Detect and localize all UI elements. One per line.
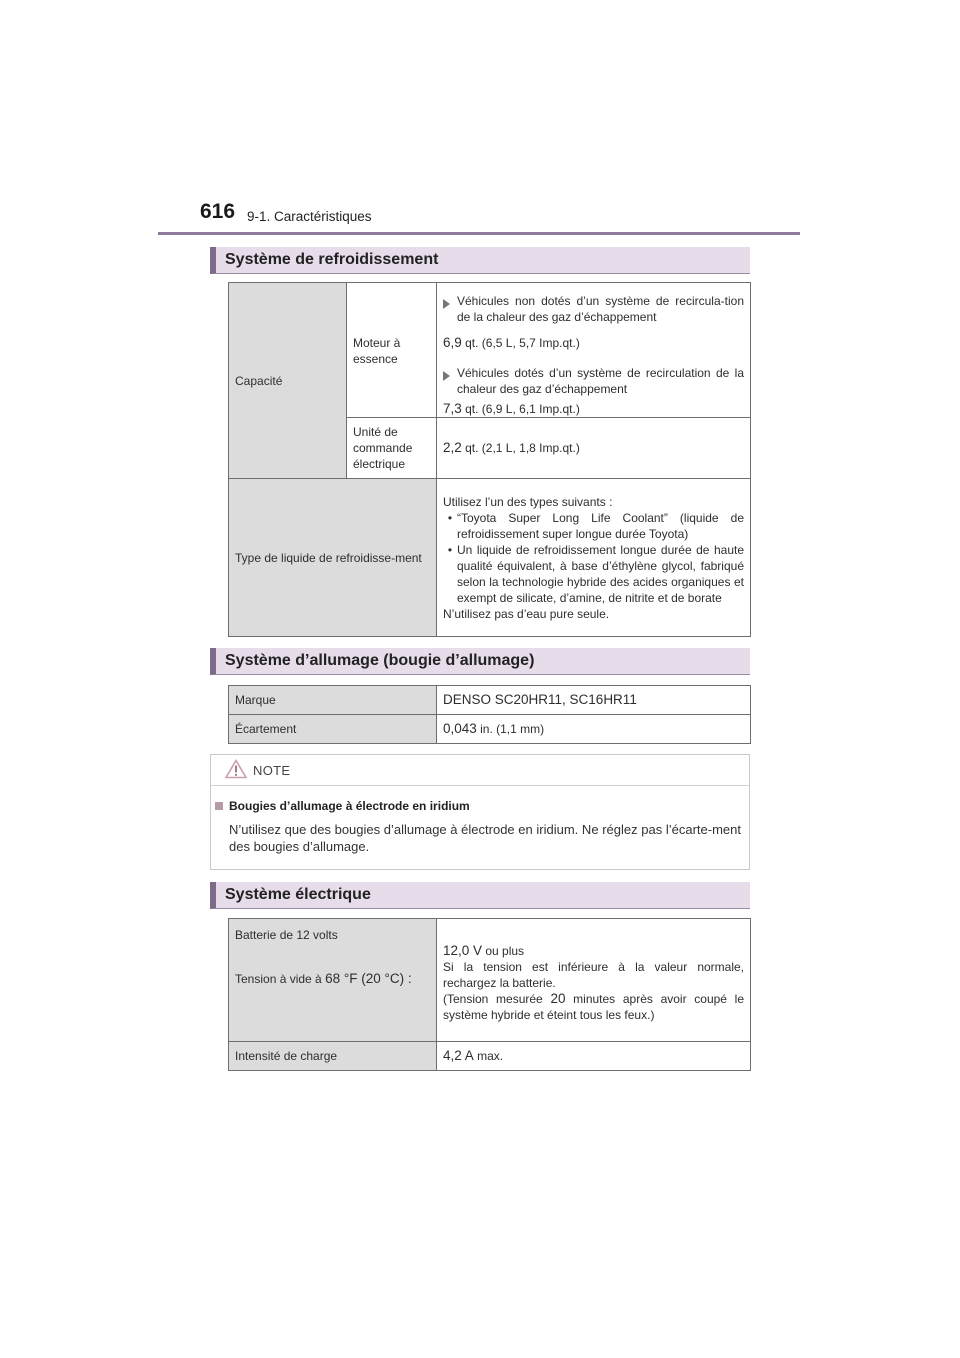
electrical-section-header xyxy=(210,882,750,909)
coolant-type-label: Type de liquide de refroidisse-ment xyxy=(229,479,437,637)
voltage-value-cell xyxy=(437,919,751,1042)
ignition-section-header xyxy=(210,648,750,675)
coolant-warning: N’utilisez pas d’eau pure seule. xyxy=(443,606,610,621)
cooling-section-title: Système de refroidissement xyxy=(225,251,439,268)
gap-label: Écartement xyxy=(229,715,437,744)
brand-label: Marque xyxy=(229,686,437,715)
gap-value: 0,043 in. (1,1 mm) xyxy=(437,715,751,744)
coolant-item-2: • Un liquide de refroidissement longue durée de haute qualité équivalent, à base d’éthylène glycol, fabriqué selon la technologie hybride des acides organiques et exempt de silicate, d’amine, de nitrite et de borate xyxy=(447,542,744,605)
charge-value: 4,2 A max. xyxy=(437,1042,751,1071)
section-title: 9-1. Caractéristiques xyxy=(247,209,372,224)
voltage-value: 12,0 V ou plus xyxy=(443,943,525,958)
voltage-label: Tension à vide à 68 °F (20 °C) : xyxy=(235,971,412,986)
note-header xyxy=(211,755,749,786)
charge-label: Intensité de charge xyxy=(229,1042,437,1071)
capacity-label: Capacité xyxy=(229,283,347,479)
power-unit-label: Unité de commande électrique xyxy=(347,418,437,479)
coolant-item-1: • “Toyota Super Long Life Coolant” (liquide de refroidissement super longue durée Toyota) xyxy=(447,510,744,541)
electrical-table xyxy=(228,918,751,1071)
no-recirc-item xyxy=(443,293,744,325)
header-rule xyxy=(158,232,800,235)
brand-value: DENSO SC20HR11, SC16HR11 xyxy=(437,686,751,715)
gas-engine-label: Moteur à essence xyxy=(347,283,437,418)
coolant-intro: Utilisez l’un des types suivants : xyxy=(443,494,613,509)
cooling-table xyxy=(228,282,751,637)
cooling-section-header xyxy=(210,247,750,274)
note-box xyxy=(210,754,750,870)
gas-engine-capacity-cell xyxy=(437,283,751,418)
power-unit-value: 2,2 qt. (2,1 L, 1,8 Imp.qt.) xyxy=(437,418,751,479)
no-recirc-label: Véhicules non dotés d’un système de recircula-tion de la chaleur des gaz d’échappement xyxy=(457,294,744,324)
note-title: Bougies d’allumage à électrode en iridium xyxy=(215,799,470,813)
square-bullet-icon xyxy=(215,802,223,810)
electrical-section-title: Système électrique xyxy=(225,886,371,903)
coolant-type-value xyxy=(437,479,751,637)
ignition-table xyxy=(228,685,751,744)
page-number: 616 xyxy=(200,200,236,223)
no-recirc-value: 6,9 qt. (6,5 L, 5,7 Imp.qt.) xyxy=(443,335,580,350)
triangle-bullet-icon xyxy=(443,299,450,309)
battery-label-cell xyxy=(229,919,437,1042)
voltage-measure-note: (Tension mesurée 20 minutes après avoir coupé le système hybride et éteint tous les feux.) xyxy=(443,991,745,1022)
note-label: NOTE xyxy=(253,763,291,778)
recirc-label: Véhicules dotés d’un système de recirculation de la chaleur des gaz d’échappement xyxy=(457,366,744,396)
battery-label: Batterie de 12 volts xyxy=(235,928,338,942)
note-body: N’utilisez que des bougies d’allumage à électrode en iridium. Ne réglez pas l’écarte-ment des bougies d’allumage. xyxy=(229,822,741,854)
triangle-bullet-icon xyxy=(443,371,450,381)
warning-icon xyxy=(225,759,247,779)
recirc-value: 7,3 qt. (6,9 L, 6,1 Imp.qt.) xyxy=(443,401,580,416)
recirc-item xyxy=(443,365,744,397)
ignition-section-title: Système d’allumage (bougie d’allumage) xyxy=(225,652,535,669)
voltage-note: Si la tension est inférieure à la valeur normale, rechargez la batterie. xyxy=(443,960,744,990)
